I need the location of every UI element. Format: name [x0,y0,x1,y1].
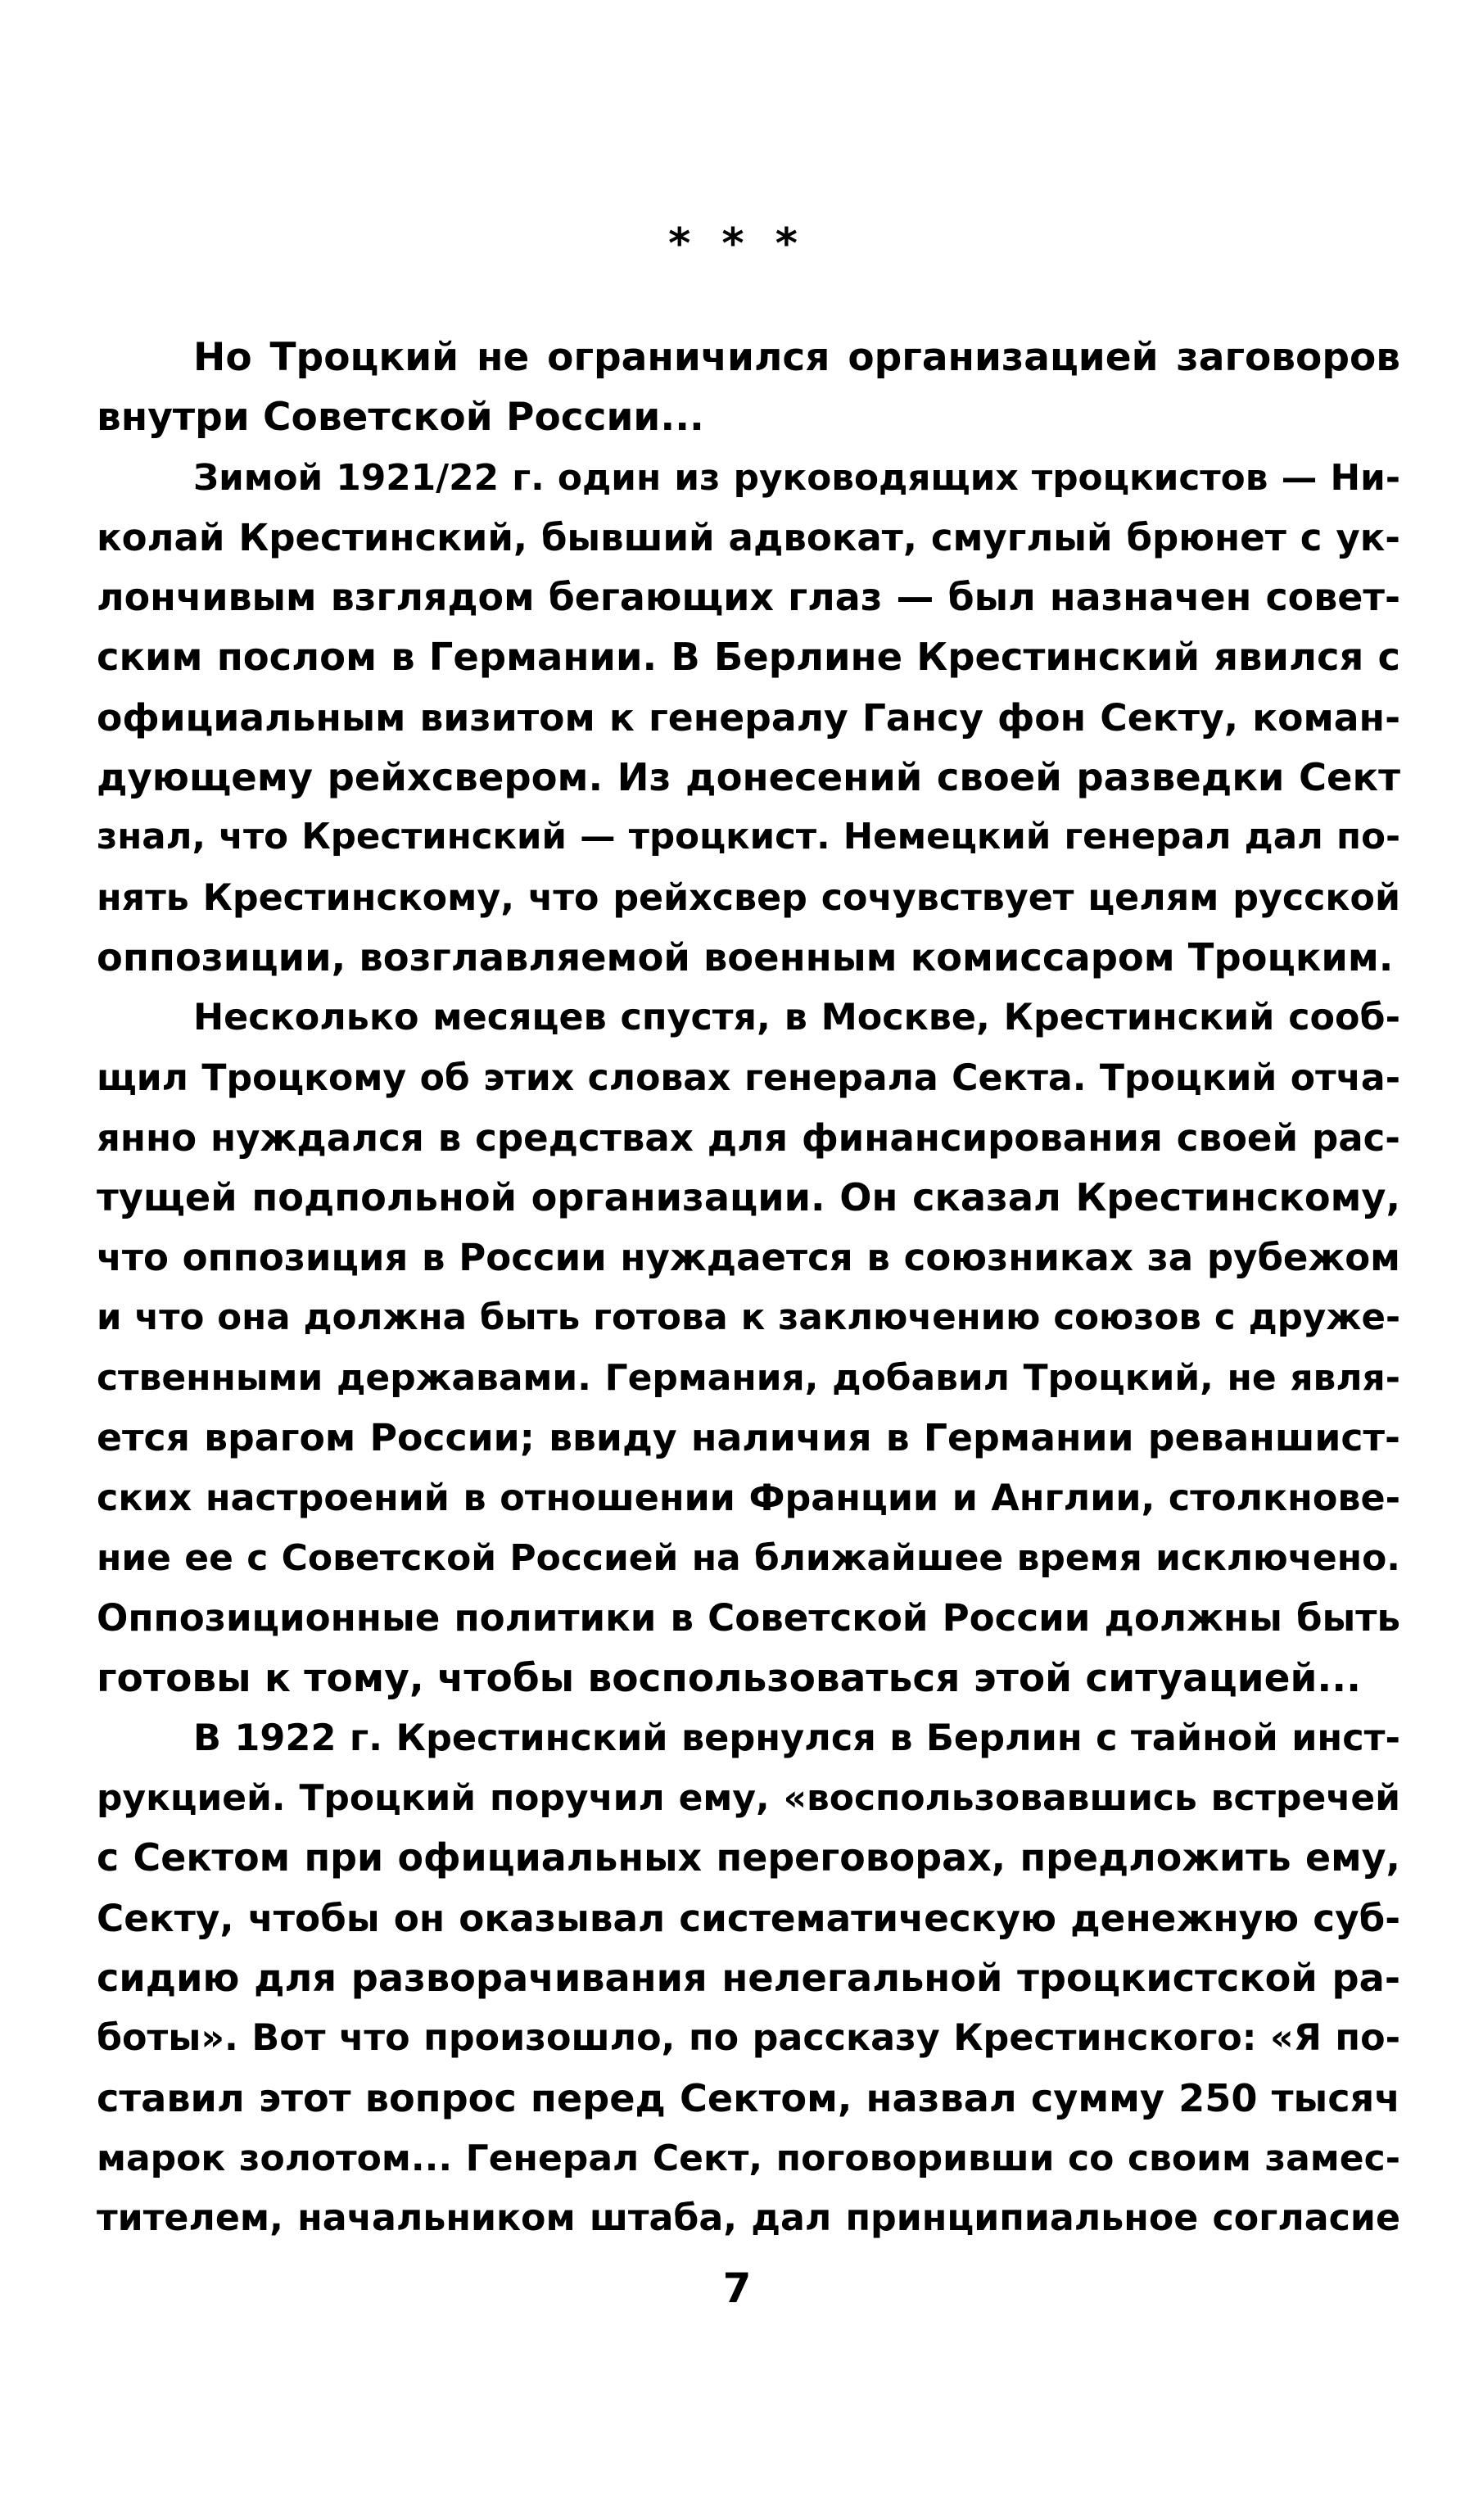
text-line: колай Крестинский, бывший адвокат, смуглый брюнет с ук- [97,515,1400,559]
text-line: знал, что Крестинский — троцкист. Немецкий генерал дал по- [97,817,1400,858]
text-line: с Сектом при официальных переговорах, предложить ему, [97,1835,1400,1880]
text-line: Несколько месяцев спустя, в Москве, Крестинский сооб- [193,997,1400,1039]
text-line: оппозиции, возглавляемой военным комиссаром Троцким. [97,934,1394,979]
text-line: тущей подпольной организации. Он сказал Крестинскому, [97,1175,1400,1220]
text-line: ских настроений в отношении Франции и Англии, столкнове- [97,1477,1400,1519]
text-line: что оппозиция в России нуждается в союзниках за рубежом [97,1236,1400,1280]
text-line: ственными державами. Германия, добавил Троцкий, не явля- [97,1357,1400,1400]
text-line: щил Троцкому об этих словах генерала Секта. Троцкий отча- [97,1056,1400,1099]
text-line: ние ее с Советской Россией на ближайшее время исключено. [97,1536,1400,1579]
text-line: рукцией. Троцкий поручил ему, «воспользовавшись встречей [97,1777,1400,1820]
text-line: дующему рейхсвером. Из донесений своей разведки Сект [97,755,1400,800]
text-line: боты». Вот что произошло, по рассказу Крестинского: «Я по- [97,2017,1400,2060]
text-line: ется врагом России; ввиду наличия в Германии реваншист- [97,1416,1400,1460]
section-separator: * * * [668,219,806,269]
text-line: Зимой 1921/22 г. один из руководящих троцкистов — Ни- [193,456,1400,499]
body-text [97,328,1400,2249]
text-line: и что она должна быть готова к заключению союзов с друже- [97,1296,1400,1338]
text-line: лончивым взглядом бегающих глаз — был назначен совет- [97,575,1400,620]
text-line: янно нуждался в средствах для финансирования своей рас- [97,1115,1400,1160]
text-line: ским послом в Германии. В Берлине Крестинский явился с [97,635,1400,680]
text-line: ставил этот вопрос перед Сектом, назвал сумму 250 тысяч [97,2075,1400,2120]
text-line: тителем, начальником штаба, дал принципиальное согласие [97,2197,1400,2240]
text-line: официальным визитом к генералу Гансу фон Секту, коман- [97,695,1400,740]
text-line: Но Троцкий не ограничился организацией заговоров [193,335,1400,380]
text-line: внутри Советской России... [97,395,704,441]
text-line: нять Крестинскому, что рейхсвер сочувствует целям русской [97,876,1400,919]
page-number: 7 [722,2264,752,2312]
text-line: готовы к тому, чтобы воспользоваться этой ситуацией... [97,1655,1361,1701]
text-line: марок золотом... Генерал Сект, поговоривши со своим замес- [97,2137,1400,2179]
text-line: Секту, чтобы он оказывал систематическую денежную суб- [97,1896,1400,1940]
text-line: сидию для разворачивания нелегальной троцкистской ра- [97,1956,1400,2001]
text-line: В 1922 г. Крестинский вернулся в Берлин с тайной инст- [193,1716,1400,1759]
text-line: Оппозиционные политики в Советской России должны быть [97,1596,1400,1640]
